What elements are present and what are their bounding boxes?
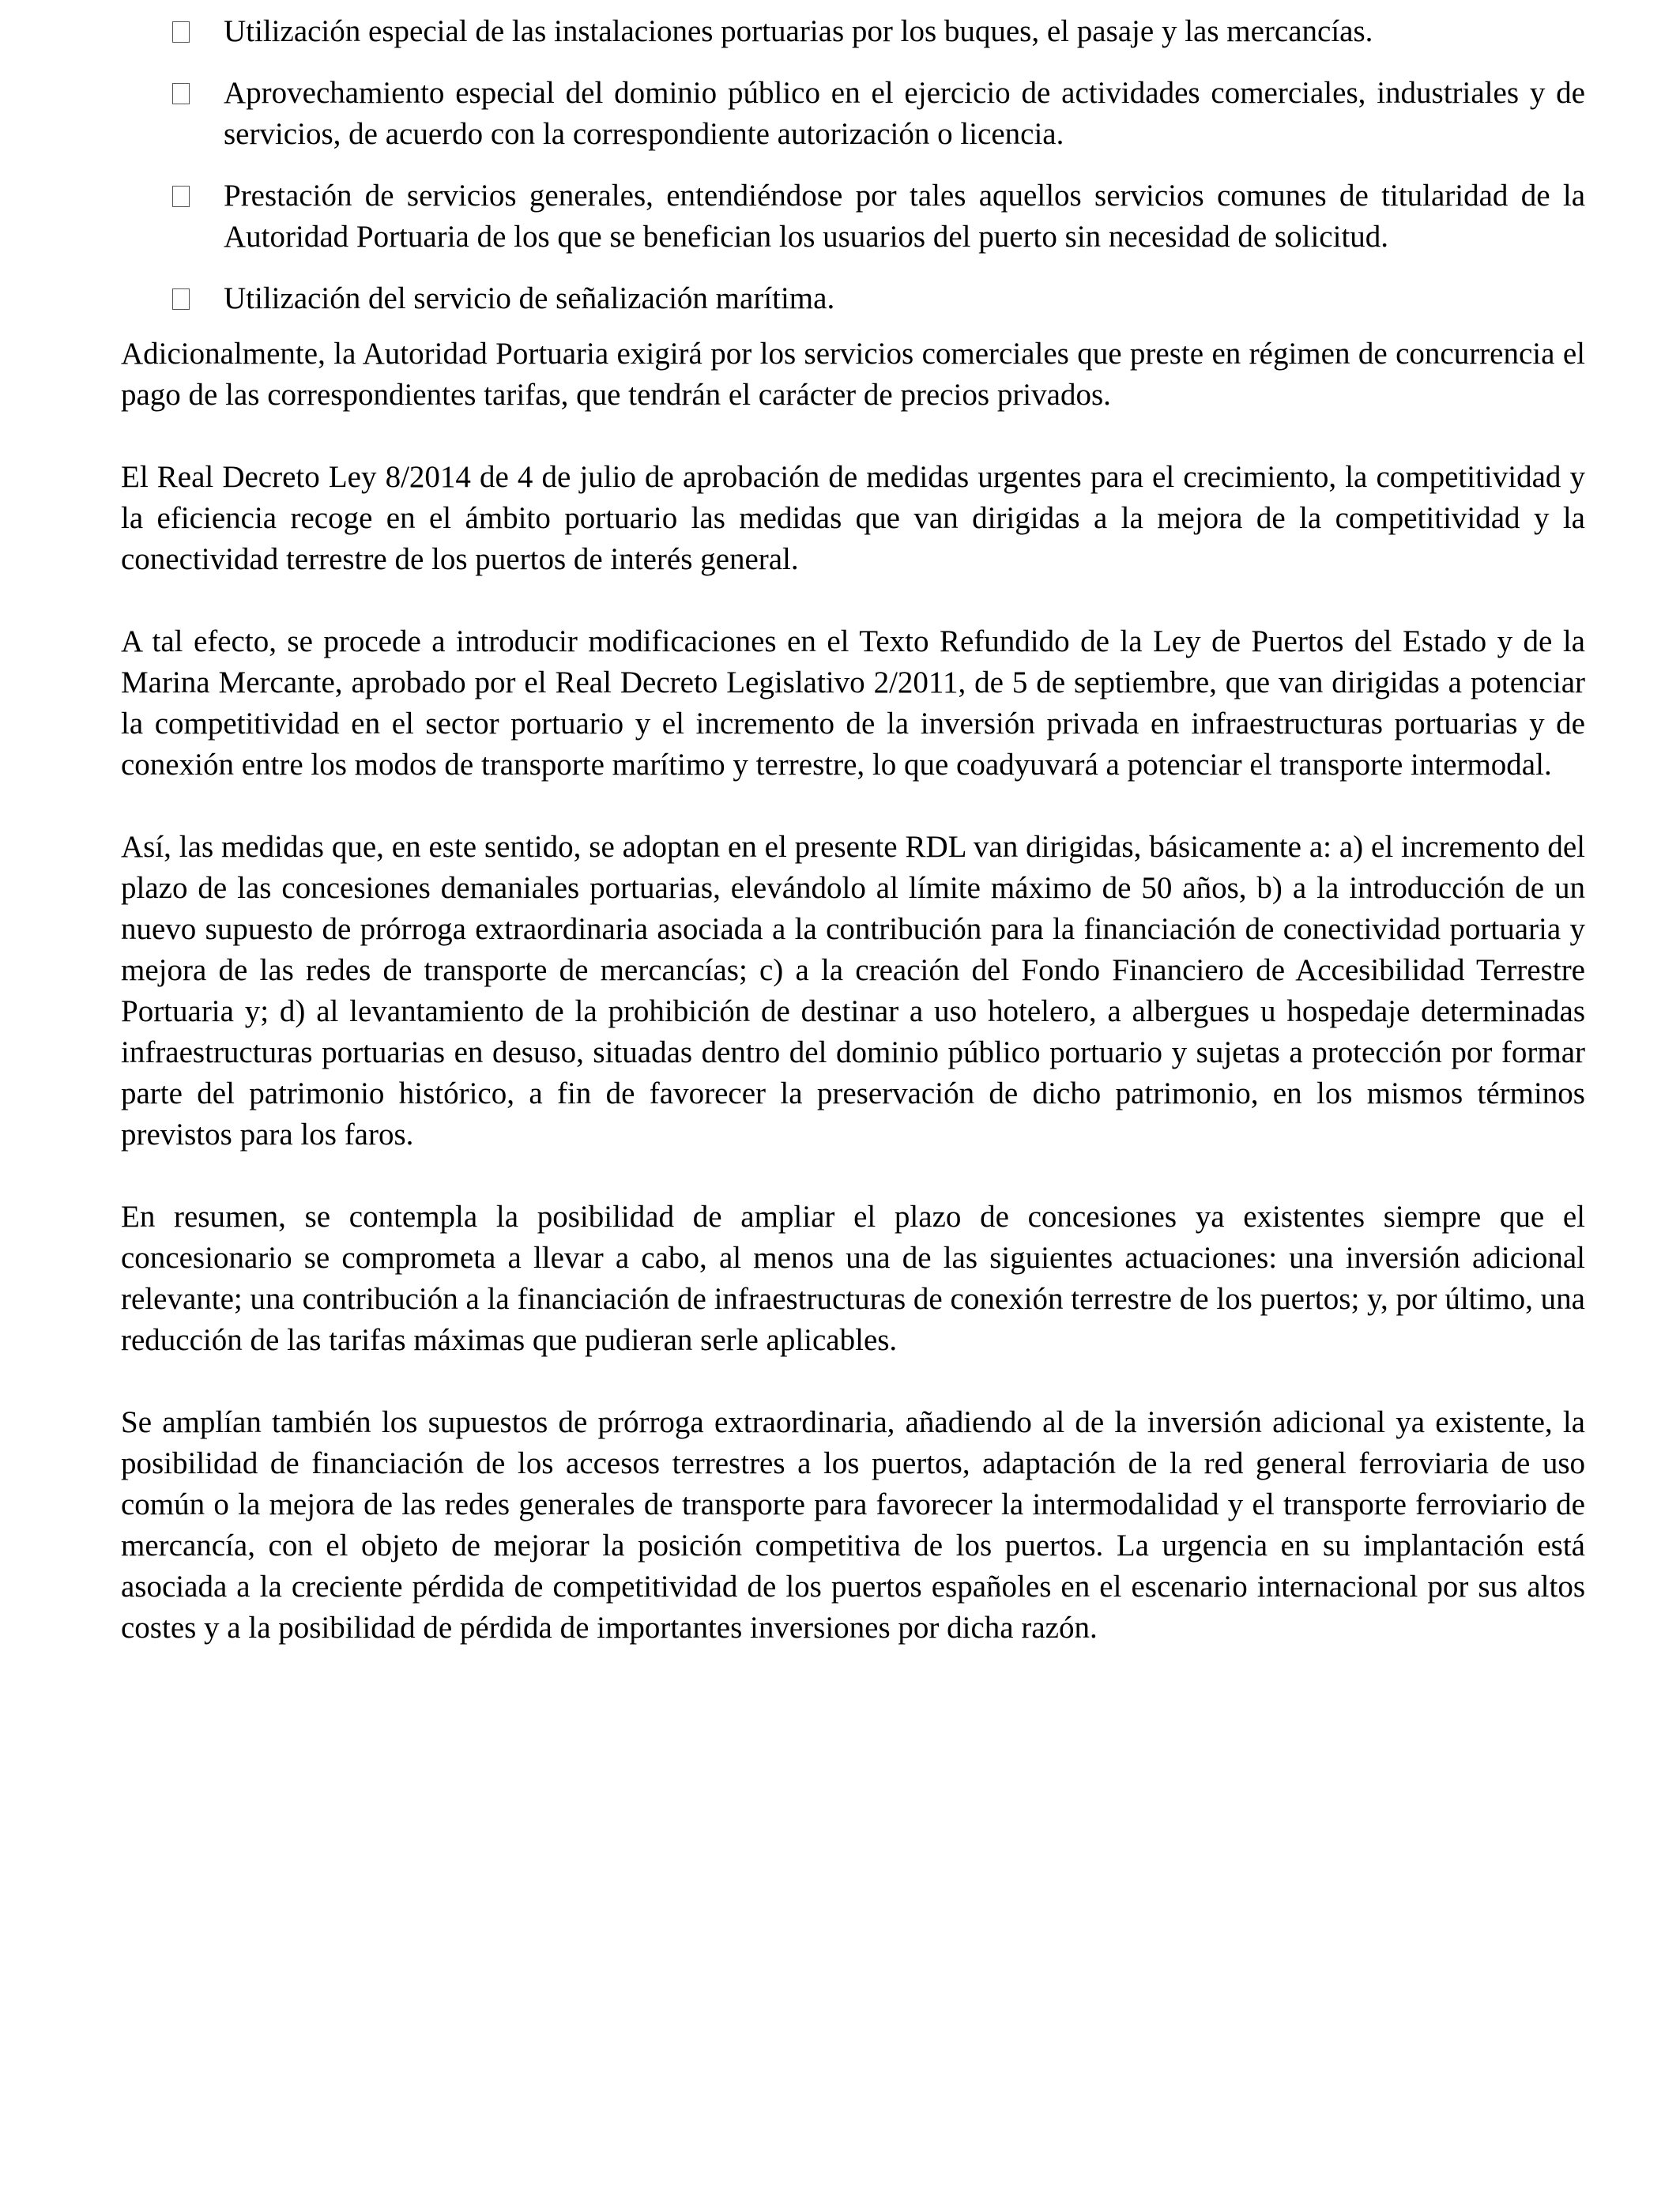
bullet-text: Prestación de servicios generales, entendiéndose por tales aquellos servicios comunes de titularidad de la Autoridad Portuaria de los que se benefician los usuarios del puerto sin necesidad de solicitud.	[224, 179, 1585, 254]
bullet-item	[121, 73, 1585, 155]
document-body	[121, 11, 1585, 1690]
paragraph-modifications: A tal efecto, se procede a introducir modificaciones en el Texto Refundido de la Ley de Puertos del Estado y de la Marina Mercante, aprobado por el Real Decreto Legislativo 2/2011, de 5 de septiembre, que van dirigidas a potenciar la competitividad en el sector portuario y el incremento de la inversión privada en infraestructuras portuarias y de conexión entre los modos de transporte marítimo y terrestre, lo que coadyuvará a potenciar el transporte intermodal.	[121, 624, 1585, 782]
bullet-item	[121, 278, 1585, 319]
paragraph-measures: Así, las medidas que, en este sentido, se adoptan en el presente RDL van dirigidas, básicamente a: a) el incremento del plazo de las concesiones demaniales portuarias, elevándolo al límite máximo de 50 años, b) a la introducción de un nuevo supuesto de prórroga extraordinaria asociada a la contribución para la financiación de conectividad portuaria y mejora de las redes de transporte de mercancías; c) a la creación del Fondo Financiero de Accesibilidad Terrestre Portuaria y; d) al levantamiento de la prohibición de destinar a uso hotelero, a albergues u hospedaje determinadas infraestructuras portuarias en desuso, situadas dentro del dominio público portuario y sujetas a protección por formar parte del patrimonio histórico, a fin de favorecer la preservación de dicho patrimonio, en los mismos términos previstos para los faros.	[121, 830, 1585, 1152]
bullet-box-icon	[172, 288, 190, 310]
bullet-list	[121, 11, 1585, 319]
bullet-item	[121, 11, 1585, 52]
bullet-box-icon	[172, 21, 190, 43]
paragraph-royal-decree: El Real Decreto Ley 8/2014 de 4 de julio de aprobación de medidas urgentes para el crecimiento, la competitividad y la eficiencia recoge en el ámbito portuario las medidas que van dirigidas a la mejora de la competitividad y la conectividad terrestre de los puertos de interés general.	[121, 460, 1585, 576]
bullet-text: Utilización especial de las instalaciones portuarias por los buques, el pasaje y las mercancías.	[224, 14, 1373, 48]
paragraph-additional-tariffs: Adicionalmente, la Autoridad Portuaria exigirá por los servicios comerciales que preste en régimen de concurrencia el pago de las correspondientes tarifas, que tendrán el carácter de precios privados.	[121, 337, 1585, 412]
paragraph-summary: En resumen, se contempla la posibilidad de ampliar el plazo de concesiones ya existentes siempre que el concesionario se comprometa a llevar a cabo, al menos una de las siguientes actuaciones: una inversión adicional relevante; una contribución a la financiación de infraestructuras de conexión terrestre de los puertos; y, por último, una reducción de las tarifas máximas que pudieran serle aplicables.	[121, 1200, 1585, 1357]
bullet-text: Utilización del servicio de señalización marítima.	[224, 281, 835, 315]
paragraph-extraordinary-extension: Se amplían también los supuestos de prórroga extraordinaria, añadiendo al de la inversión adicional ya existente, la posibilidad de financiación de los accesos terrestres a los puertos, adaptación de la red general ferroviaria de uso común o la mejora de las redes generales de transporte para favorecer la intermodalidad y el transporte ferroviario de mercancía, con el objeto de mejorar la posición competitiva de los puertos. La urgencia en su implantación está asociada a la creciente pérdida de competitividad de los puertos españoles en el escenario internacional por sus altos costes y a la posibilidad de pérdida de importantes inversiones por dicha razón.	[121, 1405, 1585, 1645]
bullet-box-icon	[172, 83, 190, 104]
bullet-box-icon	[172, 186, 190, 207]
bullet-item	[121, 175, 1585, 258]
bullet-text: Aprovechamiento especial del dominio público en el ejercicio de actividades comerciales, industriales y de servicios, de acuerdo con la correspondiente autorización o licencia.	[224, 76, 1585, 151]
